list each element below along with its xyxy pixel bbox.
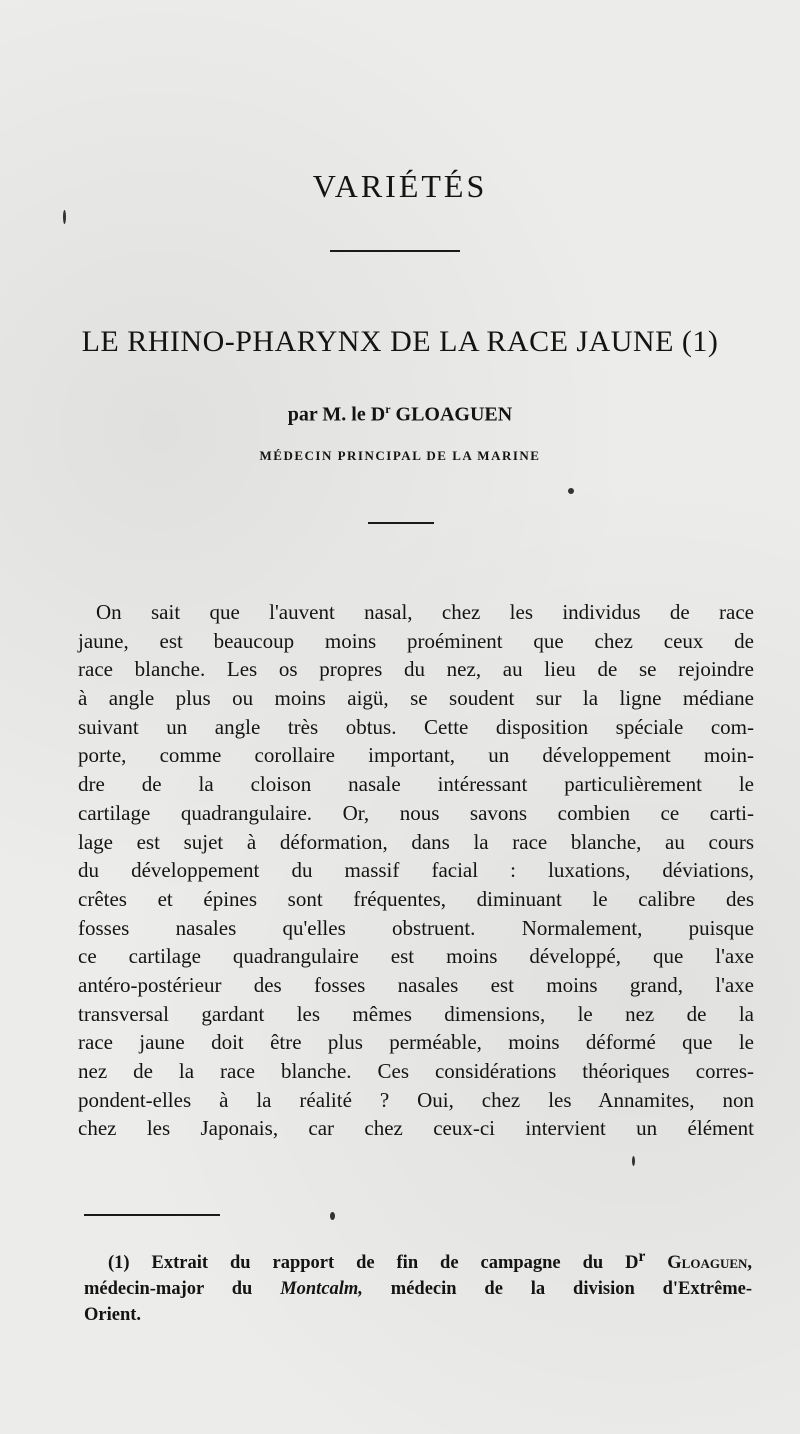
body-line: jaune, est beaucoup moins proéminent que chez ceux de: [78, 628, 754, 653]
author-affiliation: MÉDECIN PRINCIPAL DE LA MARINE: [259, 448, 541, 463]
body-line: transversal gardant les mêmes dimensions, le nez de la: [78, 1001, 754, 1026]
footnote: [84, 1244, 752, 1328]
body-line: pondent-elles à la réalité ? Oui, chez les Annamites, non: [78, 1087, 754, 1112]
footnote-line: Orient.: [84, 1305, 142, 1326]
divider-rule: [368, 522, 434, 524]
body-line: crêtes et épines sont fréquentes, diminuant le calibre des: [78, 886, 754, 911]
byline-superscript: r: [385, 402, 391, 416]
body-line: fosses nasales qu'elles obstruent. Normalement, puisque: [78, 915, 754, 940]
body-line: ce cartilage quadrangulaire est moins développé, que l'axe: [78, 944, 754, 969]
body-line: chez les Japonais, car chez ceux-ci intervient un élément: [78, 1116, 754, 1141]
byline-prefix: par M. le D: [287, 403, 386, 426]
body-line: antéro-postérieur des fosses nasales est moins grand, l'axe: [78, 972, 754, 997]
author-name: GLOAGUEN: [395, 403, 513, 426]
scan-speck: [63, 210, 66, 224]
section-heading: VARIÉTÉS: [312, 168, 488, 204]
body-line: suivant un angle très obtus. Cette disposition spéciale com-: [78, 714, 754, 739]
body-line: lage est sujet à déformation, dans la race blanche, au cours: [78, 829, 754, 854]
footnote-rule: [84, 1214, 220, 1216]
scan-speck: [568, 488, 574, 494]
body-line: dre de la cloison nasale intéressant particulièrement le: [78, 772, 754, 797]
footnote-line: [84, 1276, 752, 1302]
scan-speck: [330, 1212, 335, 1220]
scan-speck: [632, 1156, 635, 1166]
byline: [0, 402, 800, 427]
footnote-text: médecin-major du: [84, 1279, 281, 1300]
body-line: On sait que l'auvent nasal, chez les individus de race: [96, 600, 754, 624]
footnote-author: Gloaguen,: [667, 1253, 753, 1274]
body-line: cartilage quadrangulaire. Or, nous savons combien ce carti-: [78, 800, 754, 825]
article-title: LE RHINO-PHARYNX DE LA RACE JAUNE (1): [81, 325, 719, 358]
footnote-line: [84, 1244, 752, 1276]
body-line: race jaune doit être plus perméable, moins déformé que le: [78, 1030, 754, 1055]
divider-rule: [330, 250, 460, 252]
body-line: nez de la race blanche. Ces considérations théoriques corres-: [78, 1059, 754, 1083]
body-line: porte, comme corollaire important, un développement moin-: [78, 743, 754, 768]
body-line: du développement du massif facial : luxations, déviations,: [78, 858, 754, 883]
body-paragraph: [78, 598, 754, 1143]
body-line: à angle plus ou moins aigü, se soudent sur la ligne médiane: [78, 686, 754, 711]
body-line: race blanche. Les os propres du nez, au lieu de se rejoindre: [78, 657, 754, 682]
footnote-superscript: r: [638, 1248, 646, 1265]
footnote-text: (1) Extrait du rapport de fin de campagne du D: [108, 1253, 639, 1274]
footnote-text: médecin de la division d'Extrême-: [362, 1279, 752, 1300]
ship-name: Montcalm,: [280, 1279, 363, 1300]
